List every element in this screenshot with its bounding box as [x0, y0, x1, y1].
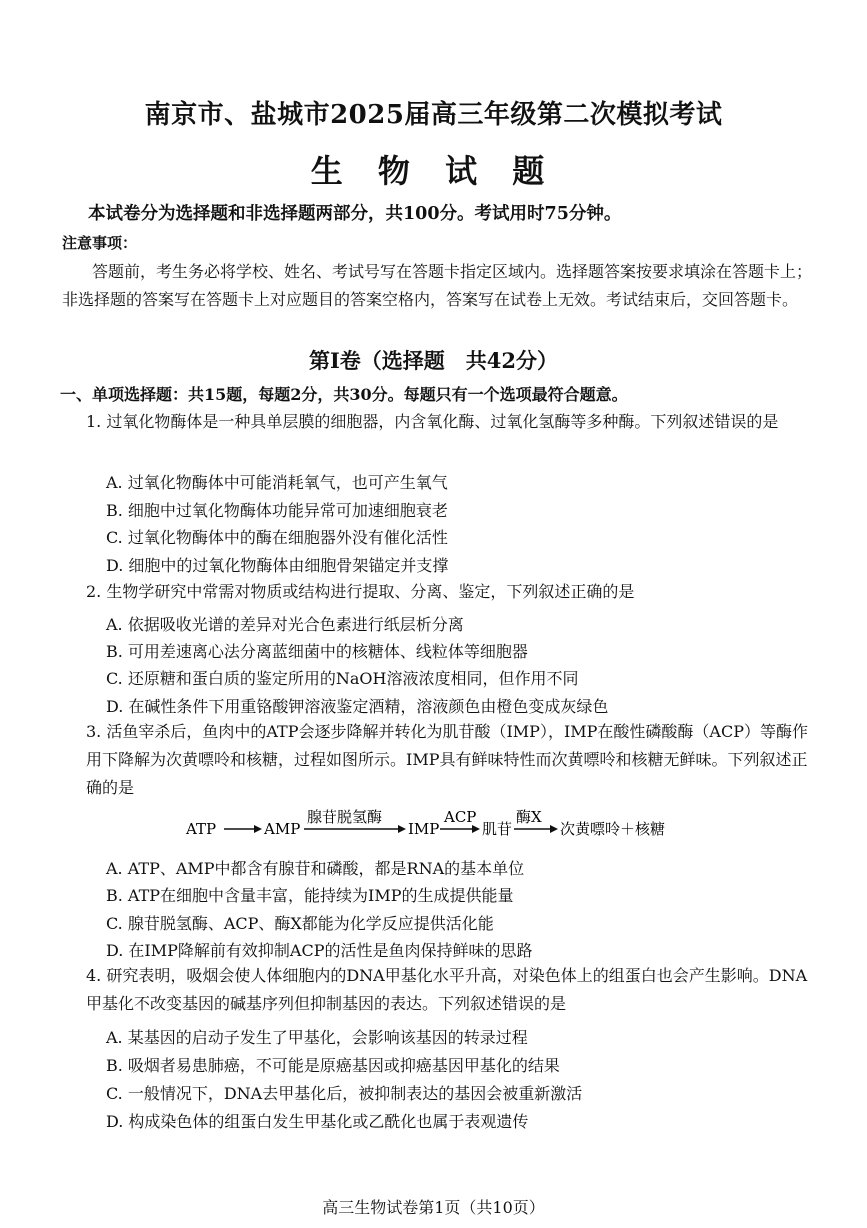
question-1-option-b: B. 细胞中过氧化物酶体功能异常可加速细胞衰老 [106, 501, 448, 520]
question-2-option-c: C. 还原糖和蛋白质的鉴定所用的NaOH溶液浓度相同，但作用不同 [106, 669, 579, 688]
question-2-option-d: D. 在碱性条件下用重铬酸钾溶液鉴定酒精，溶液颜色由橙色变成灰绿色 [106, 697, 609, 716]
question-4-option-d: D. 构成染色体的组蛋白发生甲基化或乙酰化也属于表观遗传 [106, 1112, 529, 1131]
arrowhead-2 [398, 825, 406, 833]
arrowhead-3 [472, 825, 480, 833]
diagram-enzyme-1: 腺苷脱氢酶 [307, 808, 383, 826]
diagram-enzyme-2: ACP [444, 808, 477, 826]
question-3-option-a: A. ATP、AMP中都含有腺苷和磷酸，都是RNA的基本单位 [106, 859, 525, 878]
diagram-atp: ATP [186, 820, 217, 838]
question-3-option-c: C. 腺苷脱氢酶、ACP、酶X都能为化学反应提供活化能 [106, 914, 494, 933]
question-4-option-c: C. 一般情况下，DNA去甲基化后，被抑制表达的基因会被重新激活 [106, 1084, 583, 1103]
diagram-amp: AMP [264, 820, 301, 838]
notice-label: 注意事项： [62, 234, 138, 252]
notice-text: 答题前，考生务必将学校、姓名、考试号写在答题卡指定区域内。选择题答案按要求填涂在答题卡上；非选择题的答案写在答题卡上对应题目的答案空格内，答案写在试卷上无效。考试结束后，交回答题卡。 [62, 262, 813, 309]
exam-intro: 本试卷分为选择题和非选择题两部分，共100分。考试用时75分钟。 [88, 204, 622, 224]
question-1-option-c: C. 过氧化物酶体中的酶在细胞器外没有催化活性 [106, 528, 448, 547]
question-2-stem: 2. 生物学研究中常需对物质或结构进行提取、分离、鉴定，下列叙述正确的是 [86, 582, 635, 601]
part-title: 一、单项选择题：共15题，每题2分，共30分。每题只有一个选项最符合题意。 [60, 385, 628, 404]
page-footer: 高三生物试卷第1页（共10页） [322, 1198, 545, 1217]
question-2-option-b: B. 可用差速离心法分离蓝细菌中的核糖体、线粒体等细胞器 [106, 642, 528, 661]
atp-degradation-diagram [184, 808, 684, 848]
question-4-option-b: B. 吸烟者易患肺癌，不可能是原癌基因或抑癌基因甲基化的结果 [106, 1056, 560, 1075]
question-2-option-a: A. 依据吸收光谱的差异对光合色素进行纸层析分离 [106, 615, 464, 634]
diagram-imp: IMP [408, 820, 440, 838]
diagram-enzyme-3: 酶X [516, 808, 542, 826]
question-3-option-d: D. 在IMP降解前有效抑制ACP的活性是鱼肉保持鲜味的思路 [106, 941, 533, 960]
subject-title: 生 物 试 题 [310, 152, 557, 190]
question-1-option-a: A. 过氧化物酶体中可能消耗氧气，也可产生氧气 [106, 473, 448, 492]
diagram-inosine: 肌苷 [482, 820, 513, 838]
question-4-option-a: A. 某基因的启动子发生了甲基化，会影响该基因的转录过程 [106, 1028, 528, 1047]
arrowhead-1 [254, 825, 262, 833]
question-3-option-b: B. ATP在细胞中含量丰富，能持续为IMP的生成提供能量 [106, 886, 514, 905]
exam-title: 南京市、盐城市2025届高三年级第二次模拟考试 [144, 100, 723, 130]
section-title: 第Ⅰ卷（选择题 共42分） [308, 348, 559, 373]
question-4-stem: 4. 研究表明，吸烟会使人体细胞内的DNA甲基化水平升高，对染色体上的组蛋白也会产生影响。DNA甲基化不改变基因的碱基序列但抑制基因的表达。下列叙述错误的是 [86, 966, 808, 1013]
question-1-option-d: D. 细胞中的过氧化物酶体由细胞骨架锚定并支撑 [106, 556, 449, 575]
question-1-stem: 1. 过氧化物酶体是一种具单层膜的细胞器，内含氧化酶、过氧化氢酶等多种酶。下列叙述错误的是 [86, 412, 779, 431]
diagram-products: 次黄嘌呤＋核糖 [560, 820, 666, 838]
arrowhead-4 [550, 825, 558, 833]
question-3-stem: 3. 活鱼宰杀后，鱼肉中的ATP会逐步降解并转化为肌苷酸（IMP），IMP在酸性磷酸酶（ACP）等酶作用下降解为次黄嘌呤和核糖，过程如图所示。IMP具有鲜味特性而次黄嘌呤和核糖无鲜味。下列叙述正确的是 [86, 722, 808, 797]
